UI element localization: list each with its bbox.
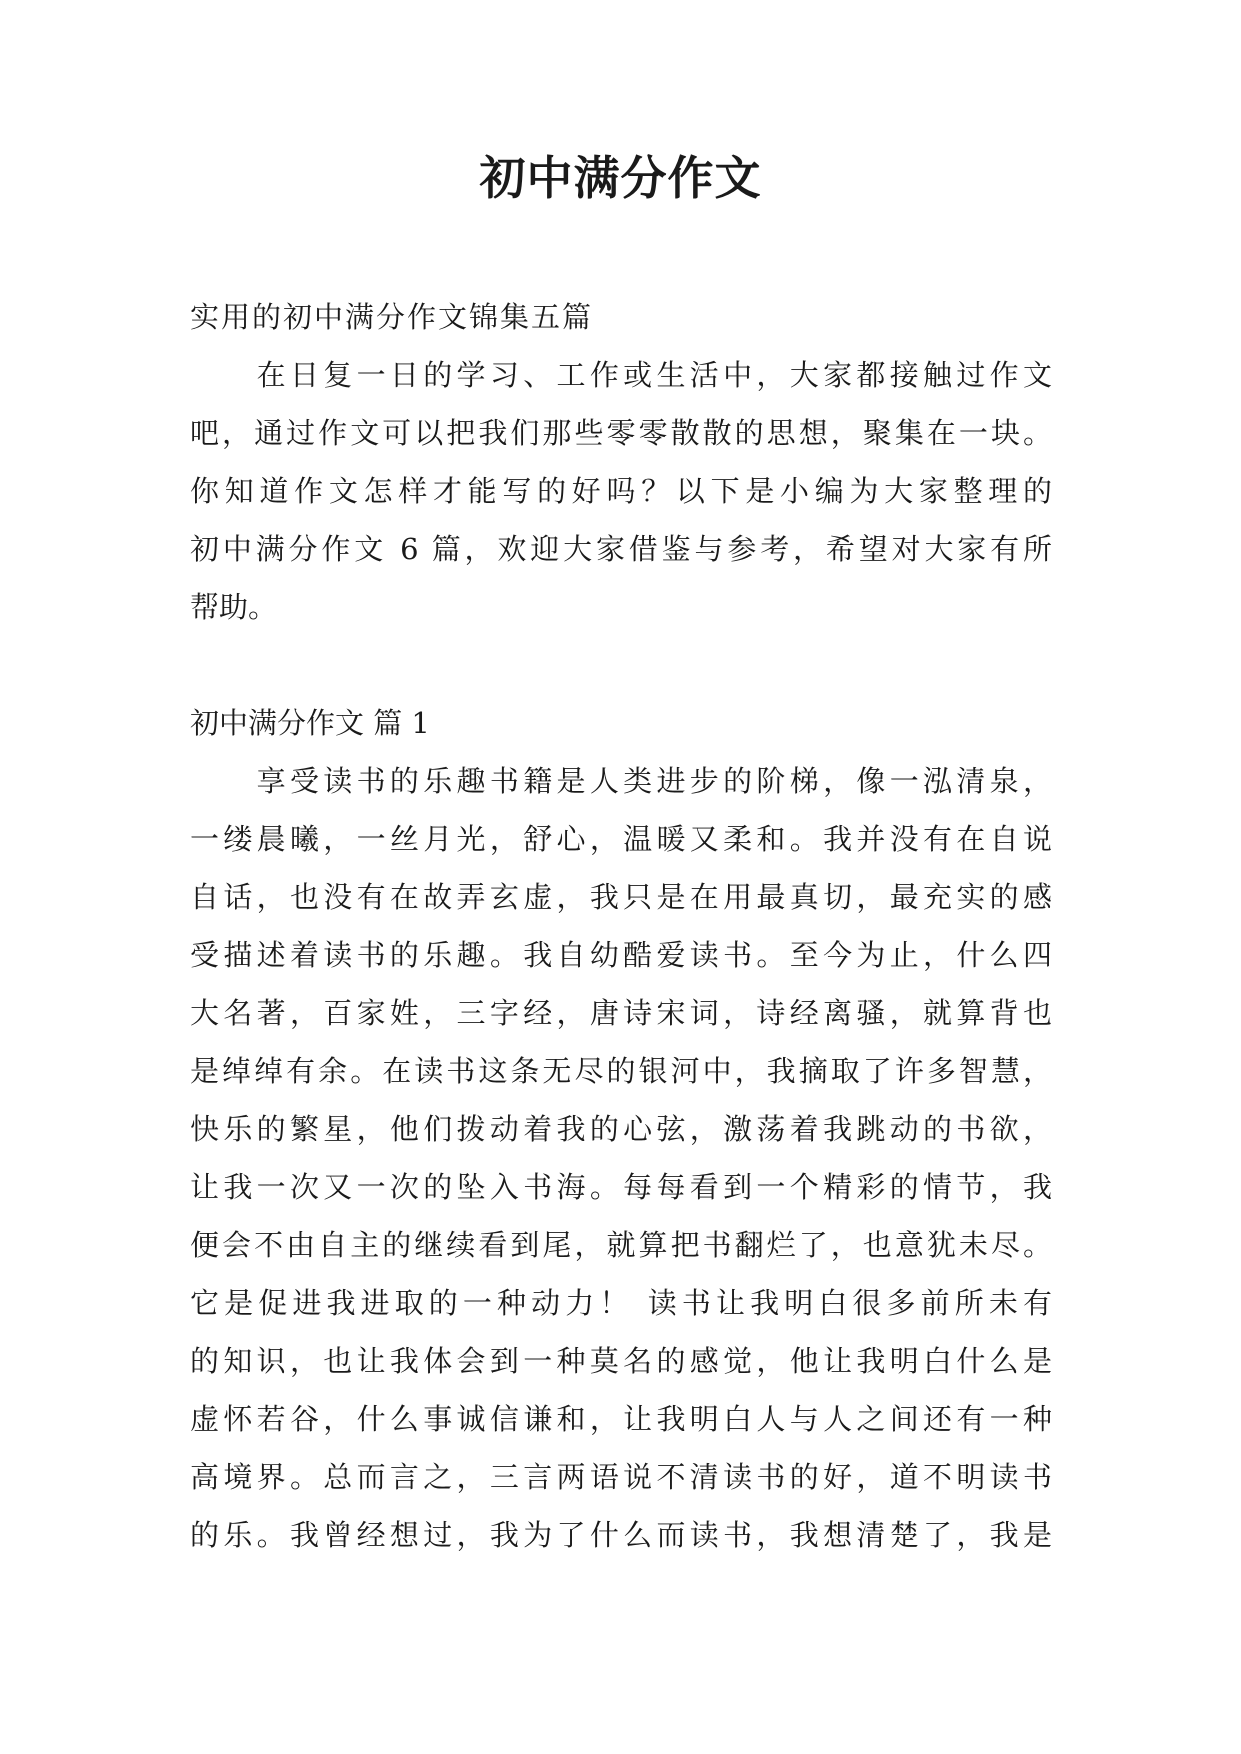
section-heading: 初中满分作文 篇 1 <box>190 706 430 740</box>
paragraph-line: 让我一次又一次的坠入书海。每每看到一个精彩的情节，我 <box>190 1170 1052 1204</box>
document-subtitle: 实用的初中满分作文锦集五篇 <box>190 300 594 334</box>
paragraph-line: 在日复一日的学习、工作或生活中，大家都接触过作文 <box>190 358 1052 392</box>
paragraph-line: 帮助。 <box>190 590 278 624</box>
paragraph-line: 自话，也没有在故弄玄虚，我只是在用最真切，最充实的感 <box>190 880 1052 914</box>
paragraph-line: 是绰绰有余。在读书这条无尽的银河中，我摘取了许多智慧， <box>190 1054 1052 1088</box>
paragraph-line: 受描述着读书的乐趣。我自幼酷爱读书。至今为止，什么四 <box>190 938 1052 972</box>
document-body <box>190 288 1052 1564</box>
essay-paragraph <box>190 752 1052 1564</box>
paragraph-line: 便会不由自主的继续看到尾，就算把书翻烂了，也意犹未尽。 <box>190 1228 1052 1262</box>
paragraph-line: 它是促进我进取的一种动力！ 读书让我明白很多前所未有 <box>190 1286 1052 1320</box>
intro-paragraph <box>190 346 1052 636</box>
document-title: 初中满分作文 <box>479 151 762 205</box>
paragraph-line: 虚怀若谷，什么事诚信谦和，让我明白人与人之间还有一种 <box>190 1402 1052 1436</box>
paragraph-line: 的知识，也让我体会到一种莫名的感觉，他让我明白什么是 <box>190 1344 1052 1378</box>
paragraph-line: 吧，通过作文可以把我们那些零零散散的思想，聚集在一块。 <box>190 416 1052 450</box>
paragraph-line: 初中满分作文 6 篇，欢迎大家借鉴与参考，希望对大家有所 <box>190 532 1052 566</box>
paragraph-spacer <box>190 636 1052 694</box>
paragraph-line: 享受读书的乐趣书籍是人类进步的阶梯，像一泓清泉， <box>190 764 1052 798</box>
paragraph-line: 快乐的繁星，他们拨动着我的心弦，激荡着我跳动的书欲， <box>190 1112 1052 1146</box>
paragraph-line: 高境界。总而言之，三言两语说不清读书的好，道不明读书 <box>190 1460 1052 1494</box>
paragraph-line: 一缕晨曦，一丝月光，舒心，温暖又柔和。我并没有在自说 <box>190 822 1052 856</box>
paragraph-line: 你知道作文怎样才能写的好吗？以下是小编为大家整理的 <box>190 474 1052 508</box>
paragraph-line: 的乐。我曾经想过，我为了什么而读书，我想清楚了，我是 <box>190 1518 1052 1552</box>
paragraph-line: 大名著，百家姓，三字经，唐诗宋词，诗经离骚，就算背也 <box>190 996 1052 1030</box>
